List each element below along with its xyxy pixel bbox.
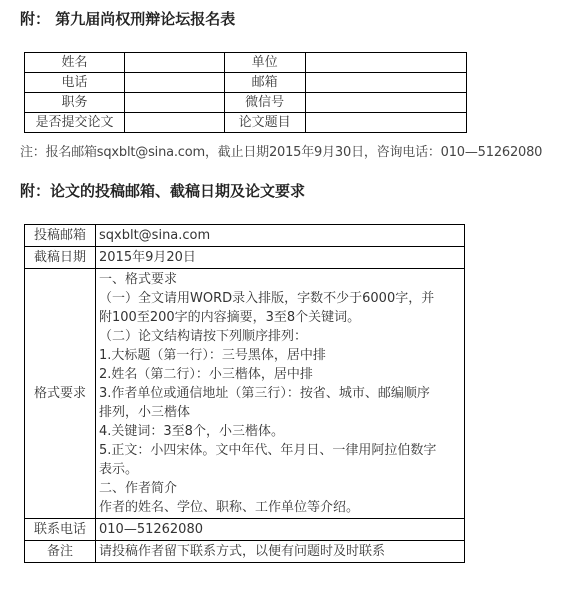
field-value [125,73,225,93]
field-value [305,73,466,93]
format-line: 2.姓名（第二行）：小三楷体，居中排 [99,367,313,382]
deadline-value: 2015年9月20日 [96,247,465,269]
field-value [125,93,225,113]
requirements-table [24,224,465,563]
format-label: 格式要求 [25,269,96,519]
format-line: （一）全文请用WORD录入排版，字数不少于6000字，并 [99,291,435,306]
table-row [25,93,467,113]
table-row [25,113,467,133]
field-label: 微信号 [224,93,305,113]
email-value: sqxblt@sina.com [96,225,465,247]
field-label: 电话 [25,73,125,93]
format-line: 3.作者单位或通信地址（第三行）：按省、城市、邮编顺序 [99,386,430,401]
format-line: （二）论文结构请按下列顺序排列： [99,329,308,344]
table-row-remark [25,541,465,563]
field-label: 邮箱 [224,73,305,93]
field-value [305,93,466,113]
table-row-deadline [25,247,465,269]
email-label: 投稿邮箱 [25,225,96,247]
format-line: 排列，小三楷体 [99,405,191,420]
field-value [125,113,225,133]
field-value [305,53,466,73]
field-label: 姓名 [25,53,125,73]
format-line: 作者的姓名、学位、职称、工作单位等介绍。 [99,500,360,515]
format-line: 5.正文：小四宋体。文中年代、年月日、一律用阿拉伯数字 [99,443,437,458]
field-label: 是否提交论文 [25,113,125,133]
table-row-format [25,269,465,519]
format-requirements [96,269,465,519]
field-value [125,53,225,73]
format-line: 附100至200字的内容摘要，3至8个关键词。 [99,310,361,325]
phone-label: 联系电话 [25,519,96,541]
field-label: 职务 [25,93,125,113]
format-line: 1.大标题（第一行）：三号黑体，居中排 [99,348,326,363]
table-row-email [25,225,465,247]
remark-value: 请投稿作者留下联系方式，以便有问题时及时联系 [96,541,465,563]
table-row-phone [25,519,465,541]
field-value [305,113,466,133]
registration-note: 注：报名邮箱sqxblt@sina.com，截止日期2015年9月30日，咨询电话：010—51262080 [20,145,543,160]
format-line: 表示。 [99,462,139,477]
submission-requirements-heading: 附：论文的投稿邮箱、截稿日期及论文要求 [20,182,306,200]
registration-form-heading: 附： 第九届尚权刑辩论坛报名表 [20,10,236,28]
format-line: 一、格式要求 [99,272,178,287]
field-label: 论文题目 [224,113,305,133]
phone-value: 010—51262080 [96,519,465,541]
deadline-label: 截稿日期 [25,247,96,269]
table-row [25,53,467,73]
format-line: 4.关键词：3至8个，小三楷体。 [99,424,284,439]
field-label: 单位 [224,53,305,73]
format-line: 二、作者简介 [99,481,178,496]
registration-table [24,52,467,133]
remark-label: 备注 [25,541,96,563]
table-row [25,73,467,93]
